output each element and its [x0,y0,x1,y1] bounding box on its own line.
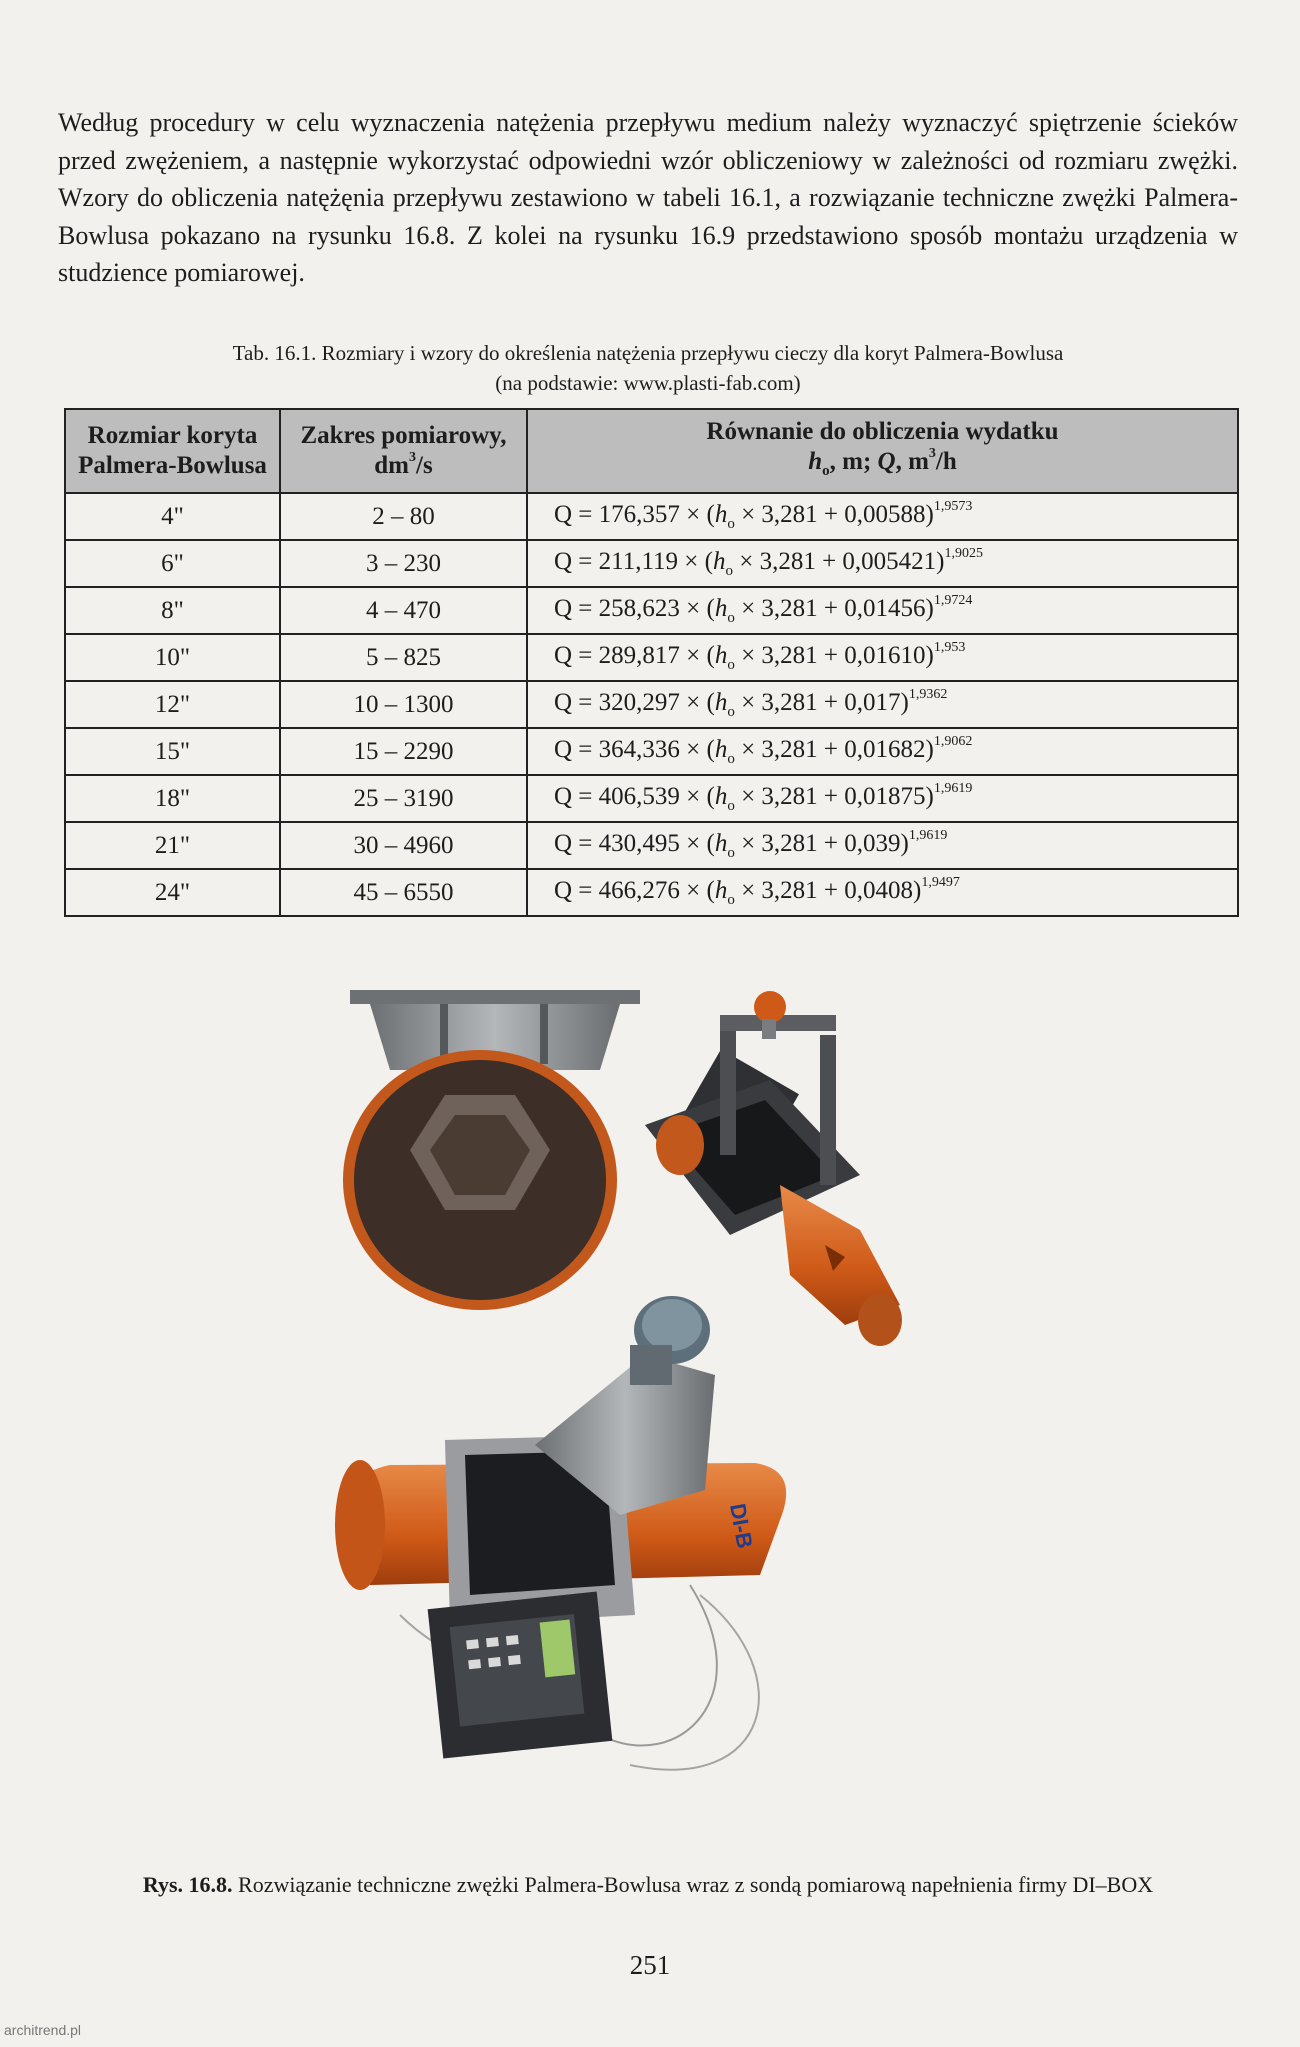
pipe-brand-label: DI-B [725,1501,758,1551]
table-caption-source: (na podstawie: www.plasti-fab.com) [495,371,801,395]
table-row [65,728,1238,775]
size-cell: 4" [65,493,280,540]
intro-paragraph: Według procedury w celu wyznaczenia natężenia przepływu medium należy wyznaczyć spiętrzenie ścieków przed zwężeniem, a następnie wykorzystać odpowiedni wzór obliczeniowy w zależności od rozmiaru zwężki. Wzory do obliczenia natężęnia przepływu zestawiono w tabeli 16.1, a rozwiązanie techniczne zwężki Palmera-Bowlusa pokazano na rysunku 16.8. Z kolei na rysunku 16.9 przedstawiono sposób montażu urządzenia w studzience pomiarowej. [58,108,1238,287]
table-row [65,775,1238,822]
size-cell: 21" [65,822,280,869]
table-row [65,681,1238,728]
size-cell: 15" [65,728,280,775]
equation-cell: $Q = 258,623 \times (h_o \times 3,281 + 0,01456)^{1,9724}$ [527,587,1238,634]
equation-cell: $Q = 364,336 \times (h_o \times 3,281 + 0,01682)^{1,9062}$ [527,728,1238,775]
table-row [65,540,1238,587]
range-cell: 4 – 470 [280,587,527,634]
table-row [65,634,1238,681]
equation-cell: $Q = 406,539 \times (h_o \times 3,281 + 0,01875)^{1,9619}$ [527,775,1238,822]
size-cell: 18" [65,775,280,822]
range-cell: 25 – 3190 [280,775,527,822]
range-cell: 15 – 2290 [280,728,527,775]
table-row [65,869,1238,916]
table-caption-line1: Tab. 16.1. Rozmiary i wzory do określenia natężenia przepływu cieczy dla koryt Palmera-Bowlusa [232,341,1064,365]
flume-with-sensor-view [645,991,902,1346]
size-cell: 8" [65,587,280,634]
size-cell: 6" [65,540,280,587]
size-cell: 12" [65,681,280,728]
header-equation: Równanie do obliczenia wydatku $h_o$, m; Q, $m^3/h$ [527,409,1238,493]
figure-caption-text: Rozwiązanie techniczne zwężki Palmera-Bowlusa wraz z sondą pomiarową napełnienia firmy DI–BOX [232,1872,1154,1897]
size-cell: 24" [65,869,280,916]
equation-cell: $Q = 289,817 \times (h_o \times 3,281 + 0,01610)^{1,953}$ [527,634,1238,681]
flume-assembly-with-display [335,1296,786,1770]
equation-cell: $Q = 320,297 \times (h_o \times 3,281 + 0,017)^{1,9362}$ [527,681,1238,728]
equation-cell: $Q = 466,276 \times (h_o \times 3,281 + 0,0408)^{1,9497}$ [527,869,1238,916]
table-row [65,587,1238,634]
range-cell: 3 – 230 [280,540,527,587]
page-number: 251 [629,1950,671,1980]
header-range: Zakres pomiarowy, $dm^3/s$ [280,409,527,493]
range-cell: 30 – 4960 [280,822,527,869]
table-row [65,493,1238,540]
range-cell: 45 – 6550 [280,869,527,916]
palmer-bowlus-flume-figure [300,975,1000,1805]
equation-cell: $Q = 211,119 \times (h_o \times 3,281 + 0,005421)^{1,9025}$ [527,540,1238,587]
range-cell: 2 – 80 [280,493,527,540]
watermark: architrend.pl [4,2022,82,2038]
range-cell: 5 – 825 [280,634,527,681]
figure-caption [58,1872,1238,1898]
equation-cell: $Q = 176,357 \times (h_o \times 3,281 + 0,00588)^{1,9573}$ [527,493,1238,540]
size-cell: 10" [65,634,280,681]
header-size: Rozmiar koryta Palmera-Bowlusa [65,409,280,493]
flow-formula-table [64,408,1239,917]
table-header-row [65,409,1238,493]
flume-front-view [343,990,640,1310]
table-caption [58,338,1238,398]
range-cell: 10 – 1300 [280,681,527,728]
table-row [65,822,1238,869]
equation-cell: $Q = 430,495 \times (h_o \times 3,281 + 0,039)^{1,9619}$ [527,822,1238,869]
figure-caption-label: Rys. 16.8. [142,1872,233,1897]
